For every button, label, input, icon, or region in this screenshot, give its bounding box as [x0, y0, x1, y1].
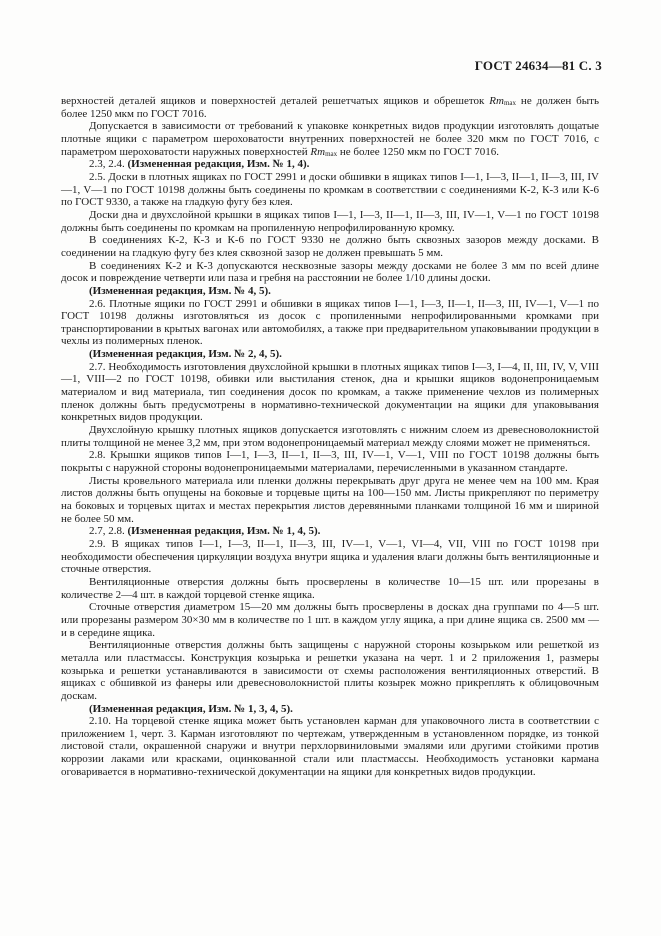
- text-run: Листы кровельного материала или пленки должны перекрывать друг друга не менее чем на 100 мм. Края листов должны быть опущены на боковые и торцевые щиты на 100—150 мм. Листы прикрепляют по периметру на боковых и торцевых щитах и местах перекрытия листов деревянными планками толщиной 16 мм и шириной не более 50 мм.: [61, 474, 599, 525]
- paragraph: [61, 525, 599, 538]
- paragraph: [61, 361, 599, 424]
- text-run: max: [503, 99, 517, 107]
- paragraph: [61, 576, 599, 601]
- text-run: Вентиляционные отверстия должны быть защищены с наружной стороны козырьком или решеткой из металла или пластмассы. Конструкция козырька и решетки указана на черт. 1 и 2 приложения 1, размеры козырька и решетки устанавливаются в зависимости от схемы расположения вентиляционных отверстий. В ящиках с обшивкой из фанеры или древесноволокнистой плиты козырек можно прикреплять к облицовочным доскам.: [61, 639, 599, 702]
- page-header: ГОСТ 24634—81 С. 3: [474, 58, 602, 73]
- paragraph: [61, 298, 599, 349]
- text-run: 2.7, 2.8.: [89, 525, 128, 538]
- paragraph: [61, 639, 599, 702]
- text-run: (Измененная редакция, Изм. № 2, 4, 5).: [89, 348, 282, 361]
- text-run: (Измененная редакция, Изм. № 1, 3, 4, 5).: [89, 702, 293, 715]
- paragraph: [61, 209, 599, 234]
- text-run: В соединениях К-2 и К-3 допускаются несквозные зазоры между досками не более 3 мм по всей длине досок и повреждение четверти или паза и гребня на расстоянии не более 1/10 длины доски.: [61, 259, 599, 285]
- revision-note: (Измененная редакция, Изм. № 1, 4).: [127, 158, 310, 171]
- paragraph: [61, 285, 599, 298]
- revision-note: (Измененная редакция, Изм. № 1, 4, 5).: [127, 525, 321, 538]
- document-body: [61, 95, 599, 778]
- text-run: 2.6. Плотные ящики по ГОСТ 2991 и обшивки в ящиках типов I—1, I—3, II—1, II—3, III, IV—1, V—1 по ГОСТ 10198 должны изготовляться из досок с пропиленными непрофилированными кромками при транспортировании в крытых вагонах или автомобилях, а также при предварительном упаковывании продукции в чехлы из полимерных пленок.: [61, 297, 599, 348]
- paragraph: [61, 234, 599, 259]
- paragraph: [61, 715, 599, 778]
- paragraph: [61, 171, 599, 209]
- text-run: Вентиляционные отверстия должны быть просверлены в количестве 10—15 шт. или прорезаны в количестве 2—4 шт. в каждой торцевой стенке ящика.: [61, 575, 599, 601]
- paragraph: [61, 158, 599, 171]
- paragraph: [61, 449, 599, 474]
- text-run: 2.9. В ящиках типов I—1, I—3, II—1, II—3, III, IV—1, V—1, VI—4, VII, VIII по ГОСТ 10198 при необходимости обеспечения циркуляции воздуха внутри ящика и удаления влаги должны быть вентиляционные и сточные отверстия.: [61, 537, 599, 576]
- text-run: 2.7. Необходимость изготовления двухслойной крышки в плотных ящиках типов I—3, I—4, II, III, IV, V, VIII—1, VIII—2 по ГОСТ 10198, обивки или выстилания стенок, дна и крышки ящиков водонепроницаемым материалом и вид материала, тип соединения досок по кромкам, а также применение чехлов из полимерных пленок должны быть предусмотрены в нормативно-технической документации на ящики для упаковывания конкретных видов продукции.: [61, 360, 599, 424]
- paragraph: [61, 260, 599, 285]
- paragraph: [61, 703, 599, 716]
- text-run: Rm: [310, 145, 326, 158]
- text-run: В соединениях К-2, К-3 и К-6 по ГОСТ 9330 не должно быть сквозных зазоров между досками. В соединении на гладкую фугу без клея сквозной зазор не должен превышать 5 мм.: [61, 234, 599, 259]
- text-run: 2.8. Крышки ящиков типов I—1, I—3, II—1, II—3, III, IV—1, V—1, VIII по ГОСТ 10198 должны быть покрыты с наружной стороны водонепроницаемыми материалами, перечисленными в указанном стандарте.: [61, 449, 599, 475]
- paragraph: [61, 538, 599, 576]
- paragraph: [61, 475, 599, 526]
- text-run: не должен быть более 1250 мкм по ГОСТ 7016.: [61, 95, 599, 120]
- text-run: Сточные отверстия диаметром 15—20 мм должны быть просверлены в досках дна группами по 4—5 шт. или прорезаны размером 30×30 мм в количестве по 1 шт. в каждом углу ящика, а при длине ящика св. 2500 мм — и в середине ящика.: [61, 601, 599, 639]
- text-run: 2.10. На торцевой стенке ящика может быть установлен карман для упаковочного листа в соответствии с приложением 1, черт. 3. Карман изготовляют по чертежам, утвержденным в установленном порядке, из тонкой листовой стали, окрашенной снаружи и внутри перхлорвиниловыми эмалями или другими стойкими против коррозии лаками или красками, оцинкованной стали или пластмассы. Необходимость установки кармана оговаривается в нормативно-технической документации на ящики для конкретных видов продукции.: [61, 715, 599, 778]
- text-run: 2.5. Доски в плотных ящиках по ГОСТ 2991 и доски обшивки в ящиках типов I—1, I—3, II—1, II—3, III, IV—1, V—1 по ГОСТ 10198 должны быть соединены по кромкам в соответствии с соединениями К-2, К-3 или К-6 по ГОСТ 9330, а также на гладкую фугу без клея.: [61, 170, 599, 209]
- paragraph: [61, 120, 599, 158]
- text-run: Двухслойную крышку плотных ящиков допускается изготовлять с нижним слоем из древесноволокнистой плиты толщиной не менее 3,2 мм, при этом водонепроницаемый материал между слоями может не применяться.: [61, 424, 599, 449]
- text-run: Rm: [489, 95, 504, 107]
- text-run: (Измененная редакция, Изм. № 4, 5).: [89, 284, 271, 297]
- text-run: Доски дна и двухслойной крышки в ящиках типов I—1, I—3, II—1, II—3, III, IV—1, V—1 по ГОСТ 10198 должны быть соединены по кромкам на пропиленную непрофилированную кромку.: [61, 208, 599, 234]
- paragraph: [61, 424, 599, 449]
- text-run: max: [325, 149, 338, 158]
- paragraph: [61, 95, 599, 120]
- text-run: не более 1250 мкм по ГОСТ 7016.: [337, 145, 499, 158]
- text-run: Допускается в зависимости от требований к упаковке конкретных видов продукции изготовлять дощатые плотные ящики с параметром шероховатости внутренних поверхностей не более 320 мкм по ГОСТ 7016, с параметром шероховатости наружных поверхностей: [61, 120, 599, 158]
- text-run: 2.3, 2.4.: [89, 158, 128, 171]
- paragraph: [61, 348, 599, 361]
- text-run: верхностей деталей ящиков и поверхностей деталей решетчатых ящиков и обрешеток: [61, 95, 490, 107]
- paragraph: [61, 601, 599, 639]
